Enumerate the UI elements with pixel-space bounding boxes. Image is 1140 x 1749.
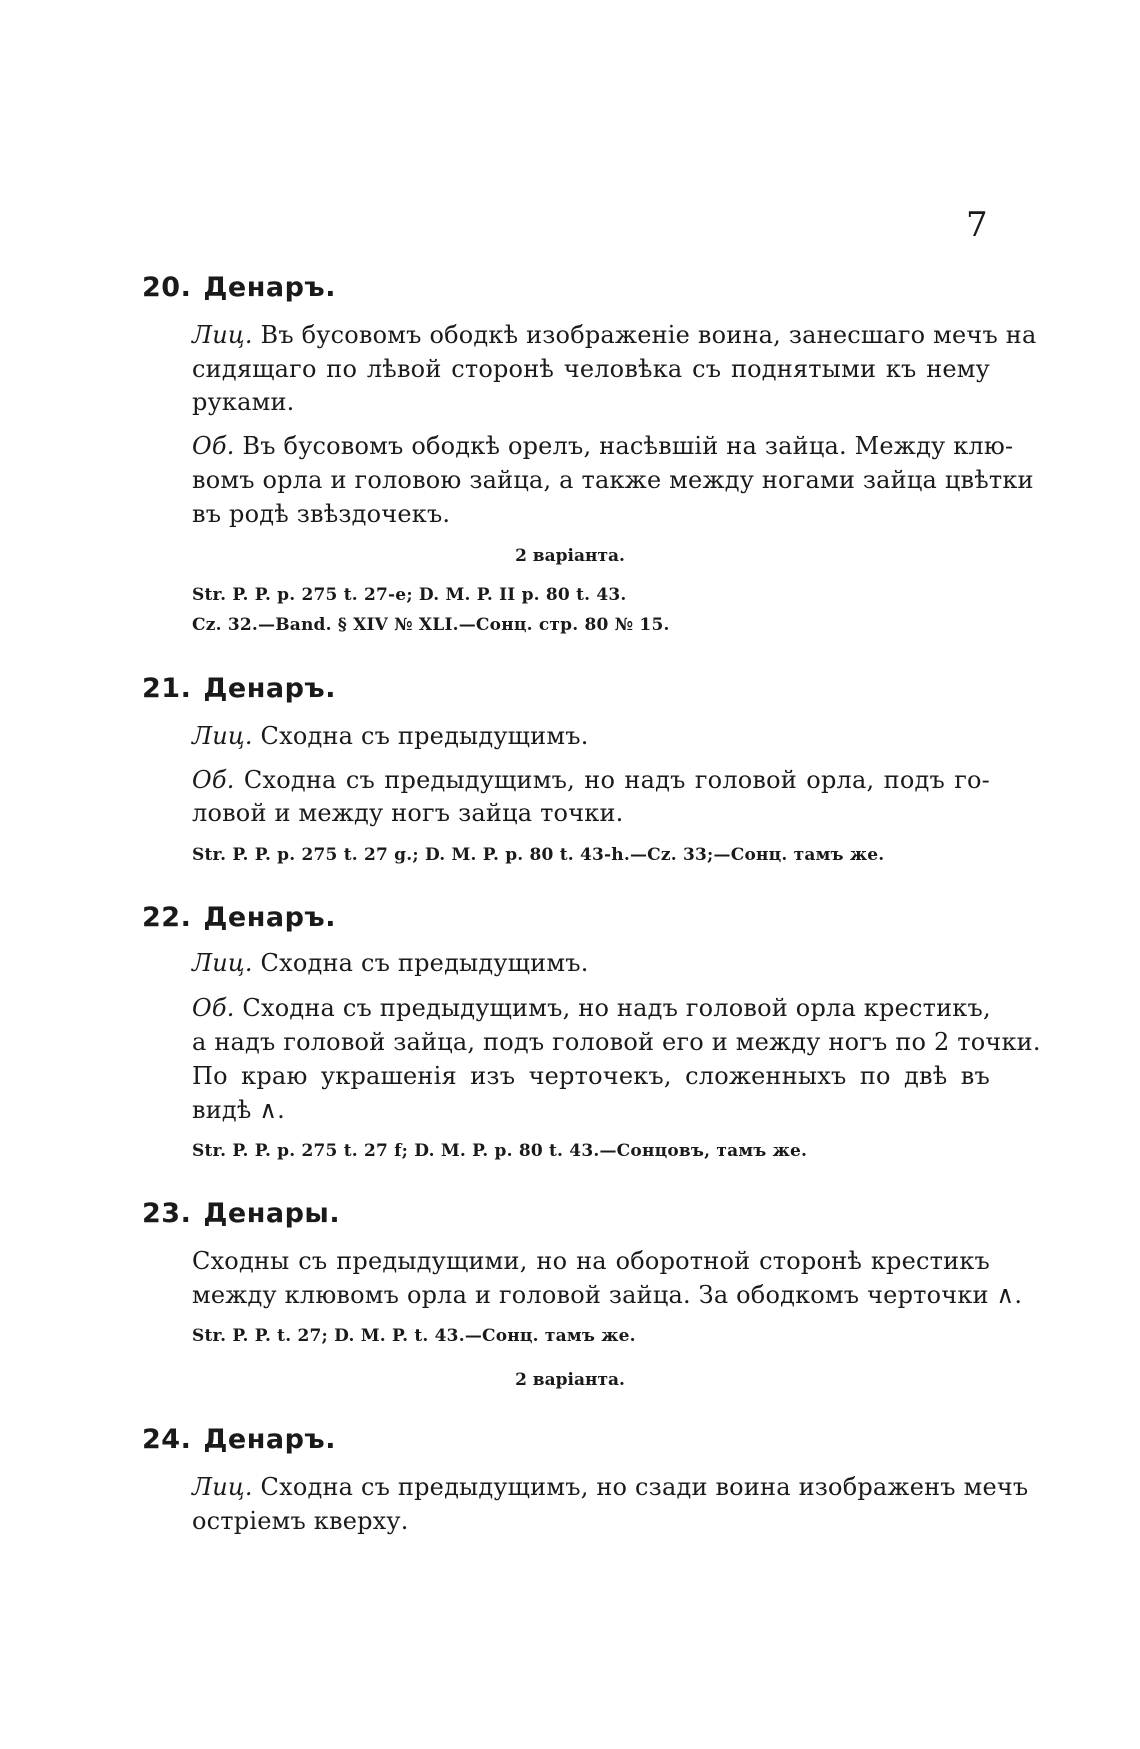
- entry-title: Денаръ.: [203, 1424, 336, 1455]
- entry-number: 22.: [142, 902, 192, 933]
- text-line: [192, 1473, 1029, 1501]
- text-line: ловой и между ногъ зайца точки.: [192, 799, 624, 827]
- page-number: 7: [966, 205, 988, 245]
- obverse-label: Лиц.: [192, 722, 253, 750]
- variants-note: 2 варіанта.: [515, 546, 625, 566]
- text-line: сидящаго по лѣвой сторонѣ человѣка съ поднятыми къ нему: [192, 355, 990, 383]
- text-line: въ родѣ звѣздочекъ.: [192, 500, 451, 528]
- reverse-text: Сходна съ предыдущимъ, но надъ головой орла, подъ го-: [243, 766, 990, 794]
- text-line: руками.: [192, 388, 295, 416]
- text-line: [192, 951, 990, 975]
- text-line: [192, 996, 990, 1020]
- reference-line: Str. P. P. p. 275 t. 27-e; D. M. P. II p. 80 t. 43.: [192, 585, 627, 605]
- entry-title: Денаръ.: [203, 902, 336, 933]
- text-line: [192, 321, 1037, 349]
- reference-line: Str. P. P. p. 275 t. 27 f; D. M. P. p. 80 t. 43.—Сонцовъ, тамъ же.: [192, 1141, 808, 1161]
- obverse-label: Лиц.: [192, 1473, 253, 1501]
- obverse-text: Сходна съ предыдущимъ, но сзади воина изображенъ мечъ: [260, 1473, 1029, 1501]
- reverse-label: Об.: [192, 766, 235, 794]
- text-line: между клювомъ орла и головой зайца. За ободкомъ черточки ∧.: [192, 1281, 1023, 1309]
- reverse-text: Сходна съ предыдущимъ, но надъ головой орла крестикъ,: [242, 994, 991, 1022]
- entry-heading: [142, 902, 336, 933]
- entry-title: Денаръ.: [203, 673, 336, 704]
- text-line: видѣ ∧.: [192, 1096, 285, 1124]
- text-line: [192, 432, 1014, 460]
- reverse-text: Въ бусовомъ ободкѣ орелъ, насѣвшій на зайца. Между клю-: [242, 432, 1014, 460]
- obverse-label: Лиц.: [192, 949, 253, 977]
- text-line: Сходны съ предыдущими, но на оборотной сторонѣ крестикъ: [192, 1247, 990, 1275]
- entry-title: Денары.: [203, 1198, 341, 1229]
- obverse-text: Сходна съ предыдущимъ.: [260, 949, 589, 977]
- text-line: [192, 724, 990, 748]
- entry-title: Денаръ.: [203, 272, 336, 303]
- obverse-text: Сходна съ предыдущимъ.: [260, 722, 589, 750]
- reference-line: Str. P. P. p. 275 t. 27 g.; D. M. P. p. 80 t. 43-h.—Cz. 33;—Сонц. тамъ же.: [192, 845, 885, 865]
- obverse-label: Лиц.: [192, 321, 253, 349]
- entry-heading: [142, 673, 336, 704]
- text-line: остріемъ кверху.: [192, 1507, 409, 1535]
- entry-heading: [142, 1424, 336, 1455]
- entry-heading: [142, 1198, 340, 1229]
- entry-heading: [142, 272, 336, 303]
- reverse-label: Об.: [192, 432, 235, 460]
- obverse-text: Въ бусовомъ ободкѣ изображеніе воина, занесшаго мечъ на: [260, 321, 1037, 349]
- text-line: По краю украшенія изъ черточекъ, сложенныхъ по двѣ въ: [192, 1062, 990, 1090]
- variants-note: 2 варіанта.: [515, 1370, 625, 1390]
- reverse-label: Об.: [192, 994, 235, 1022]
- reference-line: Cz. 32.—Band. § XIV № XLI.—Сонц. стр. 80 № 15.: [192, 615, 670, 635]
- text-line: вомъ орла и головою зайца, а также между ногами зайца цвѣтки: [192, 466, 1034, 494]
- entry-number: 21.: [142, 673, 192, 704]
- reference-line: Str. P. P. t. 27; D. M. P. t. 43.—Сонц. тамъ же.: [192, 1326, 636, 1346]
- text-line: [192, 768, 990, 792]
- entry-number: 20.: [142, 272, 192, 303]
- text-line: а надъ головой зайца, подъ головой его и между ногъ по 2 точки.: [192, 1028, 1041, 1056]
- entry-number: 24.: [142, 1424, 192, 1455]
- entry-number: 23.: [142, 1198, 192, 1229]
